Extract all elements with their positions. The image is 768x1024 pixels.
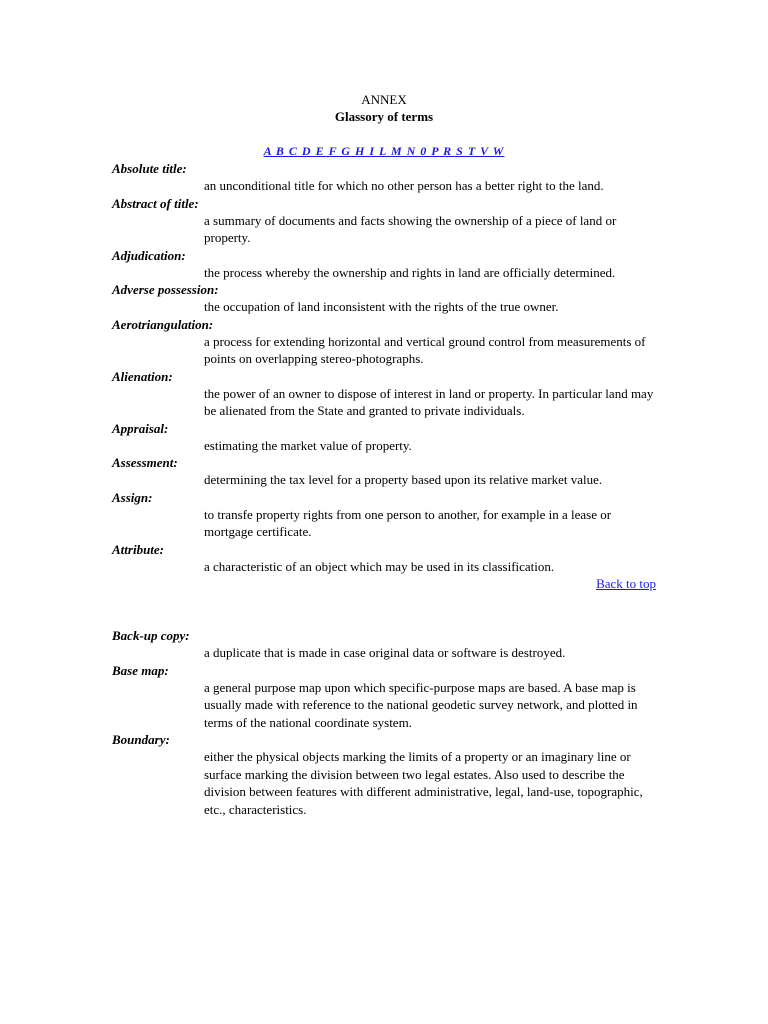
section-spacer: [112, 593, 672, 627]
term: Abstract of title:: [112, 195, 199, 211]
annex-heading: ANNEX: [361, 92, 407, 107]
alphabet-index: [0, 143, 768, 159]
section-a: [112, 160, 672, 575]
definition: an unconditional title for which no other person has a better right to the land.: [204, 178, 604, 193]
definition: a summary of documents and facts showing the ownership of a piece of land or property.: [204, 212, 617, 245]
definition: to transfe property rights from one person to another, for example in a lease or mortgage certificate.: [204, 506, 612, 539]
term: Appraisal:: [112, 420, 169, 436]
term: Assessment:: [112, 455, 178, 470]
section-b: [112, 627, 672, 818]
term: Boundary:: [112, 732, 170, 747]
term: Assign:: [112, 489, 153, 505]
definition: a characteristic of an object which may be used in its classification.: [204, 558, 555, 574]
definition: the occupation of land inconsistent with the rights of the true owner.: [204, 299, 559, 314]
term: Back-up copy:: [112, 628, 190, 643]
glossary-entries: [112, 160, 672, 818]
definition: estimating the market value of property.: [204, 437, 412, 453]
definition: a duplicate that is made in case original data or software is destroyed.: [204, 645, 566, 660]
glossary-title: Glassory of terms: [334, 109, 434, 124]
definition: a general purpose map upon which specific-purpose maps are based. A base map is usually made with reference to the national geodetic survey network, and plotted in terms of the national coordinate system.: [204, 679, 638, 730]
term: Aerotriangulation:: [112, 316, 214, 332]
term: Adjudication:: [112, 247, 186, 263]
definition: the process whereby the ownership and rights in land are officially determined.: [204, 264, 616, 280]
definition: determining the tax level for a property based upon its relative market value.: [204, 472, 603, 487]
term: Base map:: [112, 662, 169, 678]
term: Attribute:: [112, 541, 165, 557]
term: Absolute title:: [112, 161, 187, 176]
definition: a process for extending horizontal and vertical ground control from measurements of points on overlapping stereo-photographs.: [204, 333, 646, 366]
alphabet-index-link[interactable]: A B C D E F G H I L M N 0 P R S T V W: [263, 144, 505, 158]
term: Alienation:: [112, 368, 173, 384]
back-to-top-link[interactable]: Back to top: [596, 576, 656, 591]
back-to-top: [112, 575, 656, 593]
term: Adverse possession:: [112, 282, 219, 297]
definition: the power of an owner to dispose of interest in land or property. In particular land may be alienated from the State and granted to private individuals.: [204, 385, 654, 418]
definition: either the physical objects marking the limits of a property or an imaginary line or surface marking the division between two legal estates. Also used to describe the division between features with different administrative, legal, land-use, topographic, etc., characteristics.: [204, 749, 643, 817]
